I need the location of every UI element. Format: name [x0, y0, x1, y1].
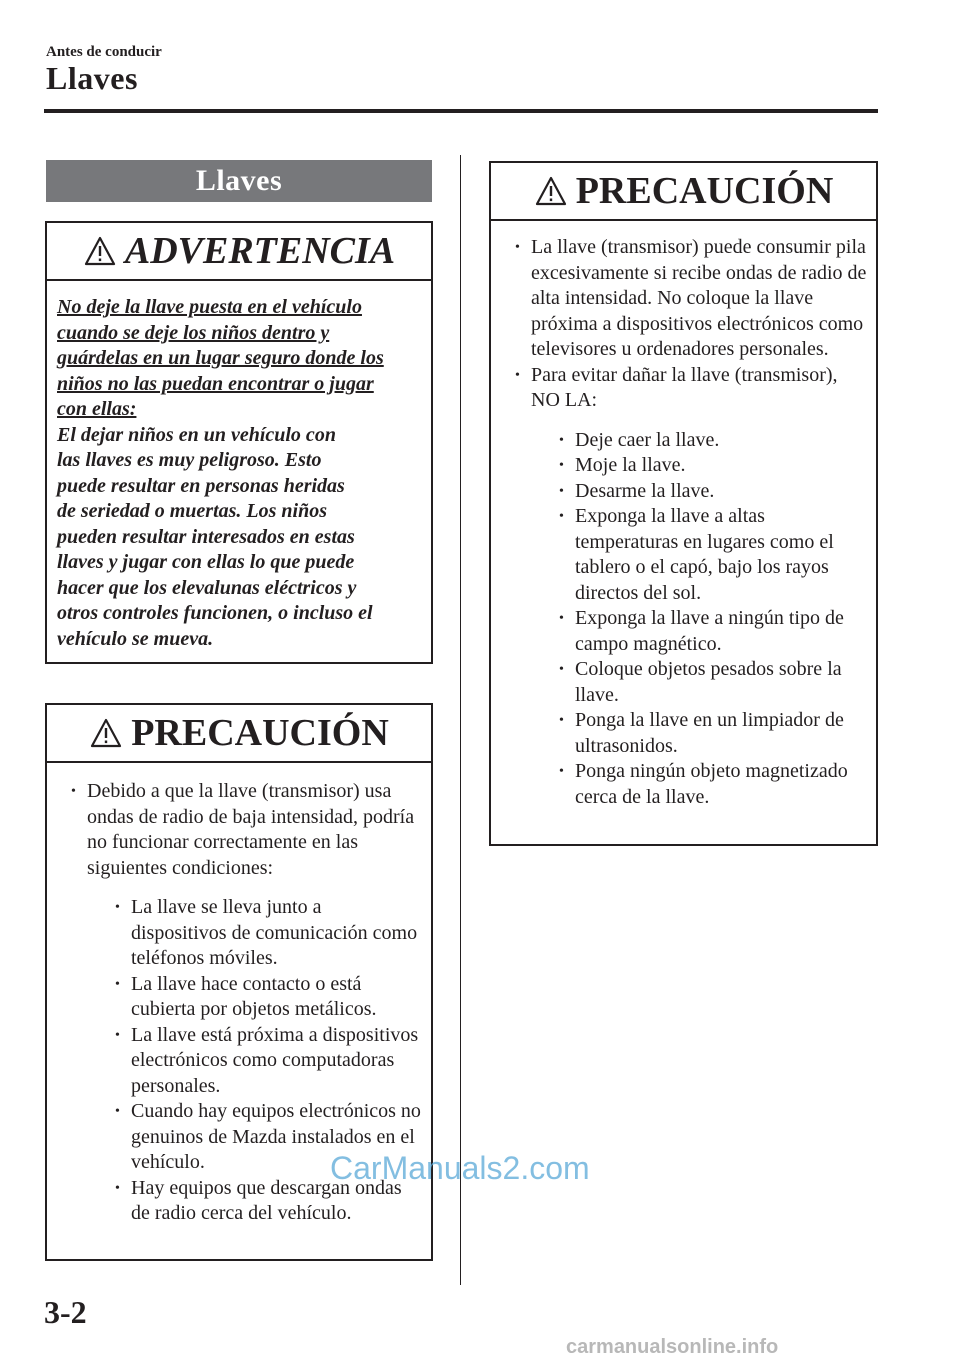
precaucion-body-right	[491, 221, 876, 826]
page-title: Llaves	[46, 60, 138, 96]
list-item: • La llave está próxima a dispositivos electrónicos como computadoras personales.	[87, 1023, 421, 1100]
list-item: • Moje la llave.	[531, 453, 870, 479]
list-item: • Coloque objetos pesados sobre la llave.	[531, 657, 870, 708]
advertencia-underlined-line: niños no las puedan encontrar o jugar	[57, 372, 374, 395]
precaucion-right-point2: Para evitar dañar la llave (transmisor), NO LA:	[531, 363, 838, 411]
section-label: Antes de conducir	[46, 44, 162, 60]
list-item: • Ponga ningún objeto magnetizado cerca de la llave.	[531, 759, 870, 810]
advertencia-box	[45, 221, 433, 664]
advertencia-line: las llaves es muy peligroso. Esto	[57, 449, 322, 471]
advertencia-line: El dejar niños en un vehículo con	[57, 423, 336, 446]
list-item: • La llave hace contacto o está cubierta por objetos metálicos.	[87, 972, 421, 1023]
precaucion-header-left	[47, 705, 431, 763]
advertencia-line: otros controles funcionen, o incluso el	[57, 602, 373, 624]
advertencia-underlined-line: con ellas:	[57, 398, 137, 420]
warning-triangle-icon	[534, 175, 568, 207]
list-item: • La llave se lleva junto a dispositivos de comunicación como teléfonos móviles.	[87, 895, 421, 972]
advertencia-line: pueden resultar interesados en estas	[57, 525, 355, 548]
warning-triangle-icon	[83, 235, 117, 267]
advertencia-line: vehículo se mueva.	[57, 627, 214, 650]
precaucion-box-right	[489, 161, 878, 846]
list-item: • Exponga la llave a ningún tipo de campo magnético.	[531, 606, 870, 657]
precaucion-header-right	[491, 163, 876, 221]
advertencia-header	[47, 223, 431, 281]
advertencia-underlined-line: No deje la llave puesta en el vehículo	[57, 296, 362, 318]
advertencia-line: llaves y jugar con ellas lo que puede	[57, 551, 355, 573]
advertencia-line: puede resultar en personas heridas	[57, 474, 345, 497]
list-item: • Ponga la llave en un limpiador de ultrasonidos.	[531, 708, 870, 759]
page-number: 3-2	[44, 1294, 87, 1330]
advertencia-underlined-line: guárdelas en un lugar seguro donde los	[57, 347, 384, 369]
precaucion-left-intro: Debido a que la llave (transmisor) usa ondas de radio de baja intensidad, podría no funcionar correctamente en las siguientes condiciones:	[87, 780, 415, 879]
list-item: • La llave (transmisor) puede consumir pila excesivamente si recibe ondas de radio de alta intensidad. No coloque la llave próxima a dispositivos electrónicos como televisores u ordenadores personales.	[501, 235, 870, 363]
list-item: • Hay equipos que descargan ondas de radio cerca del vehículo.	[87, 1176, 421, 1227]
list-item: • Desarme la llave.	[531, 479, 870, 505]
advertencia-line: hacer que los elevalunas eléctricos y	[57, 576, 357, 599]
list-item: • Exponga la llave a altas temperaturas en lugares como el tablero o el capó, bajo los rayos directos del sol.	[531, 504, 870, 606]
section-banner: Llaves	[46, 160, 432, 202]
list-item	[501, 363, 870, 811]
watermark-carmanuals2: CarManuals2.com	[330, 1150, 590, 1186]
list-item: • Cuando hay equipos electrónicos no genuinos de Mazda instalados en el vehículo.	[87, 1099, 421, 1176]
precaucion-title-left: PRECAUCIÓN	[131, 712, 389, 754]
header-divider	[44, 109, 878, 113]
advertencia-line: de seriedad o muertas. Los niños	[57, 500, 328, 522]
advertencia-underlined-line: cuando se deje los niños dentro y	[57, 321, 330, 344]
watermark-carmanualsonline: carmanualsonline.info	[566, 1336, 779, 1358]
advertencia-title: ADVERTENCIA	[124, 230, 396, 272]
list-item: • Deje caer la llave.	[531, 428, 870, 454]
column-divider	[460, 155, 461, 1285]
precaucion-title-right: PRECAUCIÓN	[575, 170, 834, 212]
advertencia-body	[47, 281, 431, 668]
warning-triangle-icon	[89, 717, 123, 749]
